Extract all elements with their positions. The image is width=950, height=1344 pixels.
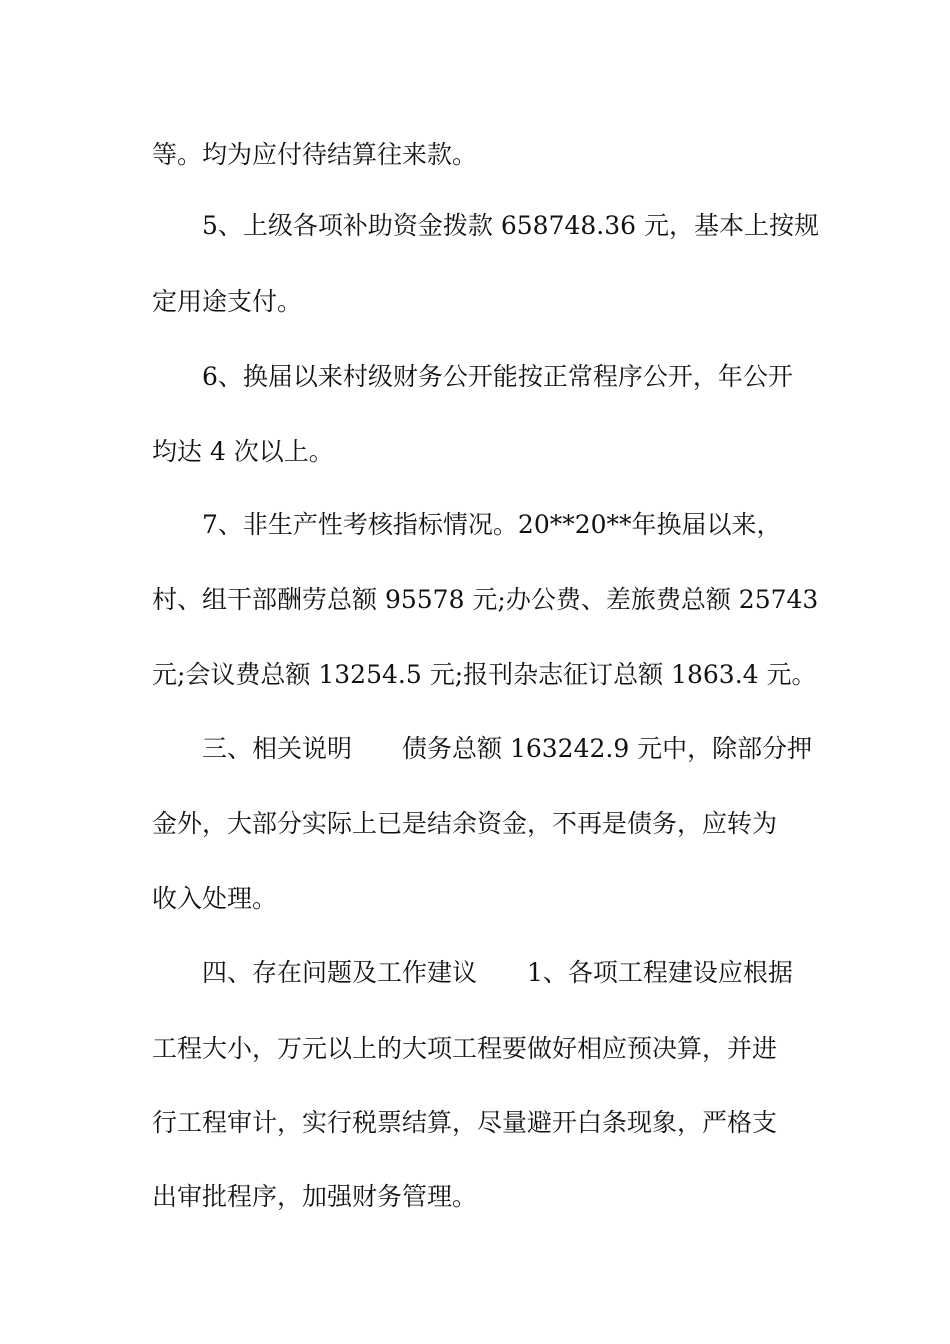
text-line: 收入处理。: [152, 884, 278, 913]
text-line: 村、组干部酬劳总额 95578 元;办公费、差旅费总额 25743: [152, 585, 819, 614]
text-line: 金外，大部分实际上已是结余资金，不再是债务，应转为: [152, 809, 778, 838]
text-line: 等。均为应付待结算往来款。: [152, 140, 478, 169]
text-line: 元;会议费总额 13254.5 元;报刊杂志征订总额 1863.4 元。: [152, 660, 817, 689]
text-line: 工程大小，万元以上的大项工程要做好相应预决算，并进: [152, 1034, 778, 1063]
text-line: 6、换届以来村级财务公开能按正常程序公开，年公开: [202, 362, 793, 391]
text-line: 四、存在问题及工作建议 1、各项工程建设应根据: [202, 958, 793, 987]
text-line: 出审批程序，加强财务管理。: [152, 1182, 478, 1211]
text-line: 行工程审计，实行税票结算，尽量避开白条现象，严格支: [152, 1108, 778, 1137]
text-line: 5、上级各项补助资金拨款 658748.36 元，基本上按规: [202, 211, 819, 240]
text-line: 定用途支付。: [152, 287, 303, 316]
text-line: 三、相关说明 债务总额 163242.9 元中，除部分押: [202, 734, 813, 763]
text-line: 7、非生产性考核指标情况。20**20**年换届以来，: [202, 510, 782, 539]
text-line: 均达 4 次以上。: [152, 437, 334, 466]
